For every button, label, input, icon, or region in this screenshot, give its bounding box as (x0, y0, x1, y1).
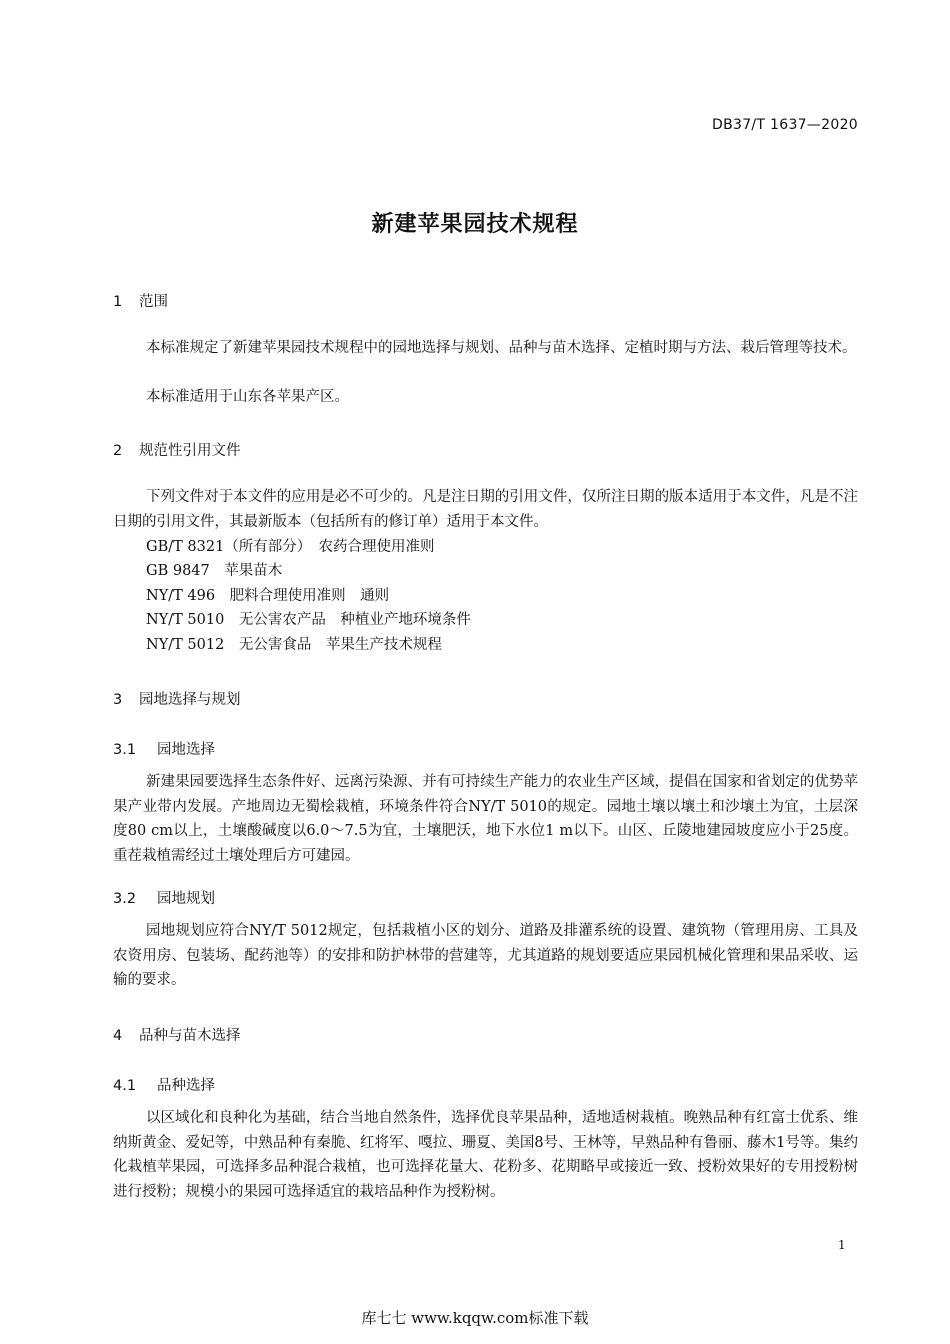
reference-item: NY/T 496 肥料合理使用准则 通则 (146, 588, 390, 604)
paragraph-site-planning: 园地规划应符合NY/T 5012规定，包括栽植小区的划分、道路及排灌系统的设置、建筑物（管理用房、工具及农资用房、包装场、配药池等）的安排和防护林带的营建等，尤其道路的规划要适应果园机械化管理和果品采收、运输的要求。 (113, 923, 858, 988)
section-heading-3-1 (113, 738, 215, 759)
section-title: 园地选择与规划 (139, 692, 241, 708)
section-number: 1 (113, 294, 123, 310)
section-number: 4 (113, 1028, 123, 1044)
section-heading-3 (113, 688, 241, 709)
paragraph-site-selection: 新建果园要选择生态条件好、远离污染源、并有可持续生产能力的农业生产区域，提倡在国家和省划定的优势苹果产业带内发展。产地周边无蜀桧栽植，环境条件符合NY/T 5010的规定。园地土壤以壤土和沙壤土为宜，土层深度80 cm以上，土壤酸碱度以6.0～7.5为宜，土壤肥沃，地下水位1 m以下。山区、丘陵地建园坡度应小于25度。重茬栽植需经过土壤处理后方可建园。 (113, 774, 858, 864)
paragraph-variety-selection: 以区域化和良种化为基础，结合当地自然条件，选择优良苹果品种，适地适树栽植。晚熟品种有红富士优系、维纳斯黄金、爱妃等，中熟品种有秦脆、红将军、嘎拉、珊夏、美国8号、王林等，早熟品种有鲁丽、藤木1号等。集约化栽植苹果园，可选择多品种混合栽植，也可选择花量大、花粉多、花期略早或接近一致、授粉效果好的专用授粉树进行授粉；规模小的果园可选择适宜的栽培品种作为授粉树。 (113, 1110, 858, 1200)
section-heading-4 (113, 1024, 241, 1045)
section-number: 2 (113, 443, 123, 459)
section-number: 4.1 (113, 1078, 137, 1094)
section-number: 3.2 (113, 891, 137, 907)
section-title: 规范性引用文件 (139, 443, 241, 459)
section-heading-4-1 (113, 1074, 215, 1095)
section-title: 范围 (139, 294, 168, 310)
section-title: 品种选择 (157, 1078, 215, 1094)
section-title: 园地规划 (157, 891, 215, 907)
page-title: 新建苹果园技术规程 (371, 212, 579, 237)
reference-item: GB/T 8321（所有部分） 农药合理使用准则 (146, 539, 435, 555)
reference-item: GB 9847 苹果苗木 (146, 563, 283, 579)
reference-item: NY/T 5010 无公害农产品 种植业产地环境条件 (146, 612, 471, 628)
footer-watermark: 库七七 www.kqqw.com标准下载 (361, 1309, 589, 1327)
document-code: DB37/T 1637—2020 (712, 117, 858, 133)
section-number: 3.1 (113, 742, 137, 758)
paragraph-references: 下列文件对于本文件的应用是必不可少的。凡是注日期的引用文件，仅所注日期的版本适用于本文件，凡是不注日期的引用文件，其最新版本（包括所有的修订单）适用于本文件。 (113, 489, 858, 530)
section-heading-2 (113, 439, 241, 460)
section-number: 3 (113, 692, 123, 708)
section-title: 品种与苗木选择 (139, 1028, 241, 1044)
reference-item: NY/T 5012 无公害食品 苹果生产技术规程 (146, 637, 442, 653)
section-title: 园地选择 (157, 742, 215, 758)
paragraph-scope-applicability: 本标准适用于山东各苹果产区。 (146, 389, 349, 405)
page-number: 1 (838, 1238, 846, 1252)
section-heading-3-2 (113, 887, 215, 908)
section-heading-1 (113, 290, 168, 311)
paragraph-scope: 本标准规定了新建苹果园技术规程中的园地选择与规划、品种与苗木选择、定植时期与方法、栽后管理等技术。 (146, 340, 857, 356)
